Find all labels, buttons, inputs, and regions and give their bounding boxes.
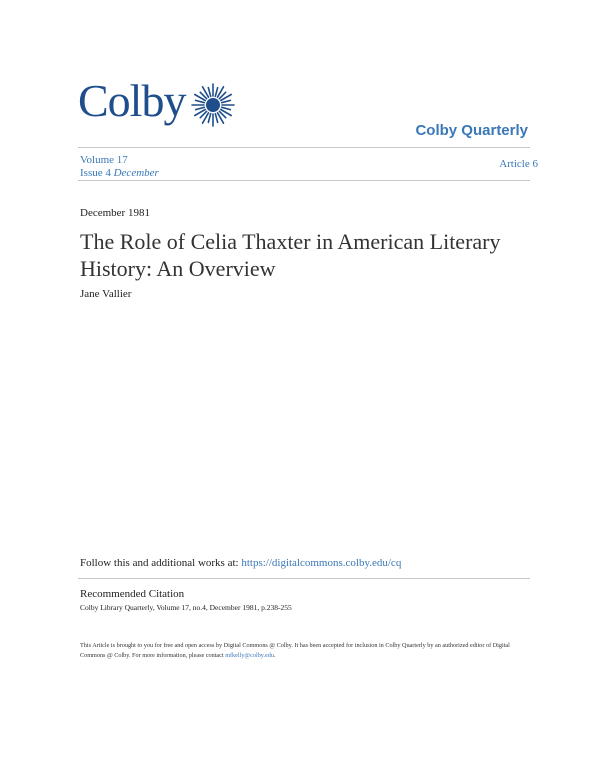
header-divider-top [78,147,530,148]
article-title: The Role of Celia Thaxter in American Literary History: An Overview [80,229,501,281]
access-notice [80,641,530,661]
follow-label: Follow this and additional works at: [80,557,239,569]
colby-seal-icon [190,82,236,128]
header-divider-bottom [78,180,530,181]
journal-name[interactable]: Colby Quarterly [415,122,528,139]
citation-divider [78,578,530,579]
citation-heading: Recommended Citation [80,588,185,600]
issue-month: December [113,167,159,179]
colby-logo-text: Colby [78,75,186,126]
access-notice-end: . [273,652,276,659]
seal-ray [215,88,217,97]
citation-text: Colby Library Quarterly, Volume 17, no.4, December 1981, p.238-255 [80,603,292,612]
seal-ray [222,107,231,109]
publication-date: December 1981 [80,207,150,219]
article-number[interactable]: Article 6 [499,158,538,170]
issue-number: Issue 4 [80,167,111,179]
seal-ray [196,107,205,109]
seal-ray [222,100,231,102]
seal-ray [208,114,210,123]
collection-link[interactable]: https://digitalcommons.colby.edu/cq [241,557,402,569]
volume-link[interactable]: Volume 17 [80,154,128,166]
seal-ray [208,88,210,97]
seal-ray [196,100,205,102]
seal-ray [215,114,217,123]
follow-line [80,557,401,569]
contact-email-link[interactable]: mfkelly@colby.edu [225,652,274,659]
issue-link[interactable] [80,166,159,180]
author-name[interactable]: Jane Vallier [80,288,132,300]
access-notice-text: This Article is brought to you for free and open access by Digital Commons @ Colby. It has been accepted for inclusion in Colby Quarterly by an authorized editor of Digital Commons @ Colby. For more information, please contact [80,642,510,659]
